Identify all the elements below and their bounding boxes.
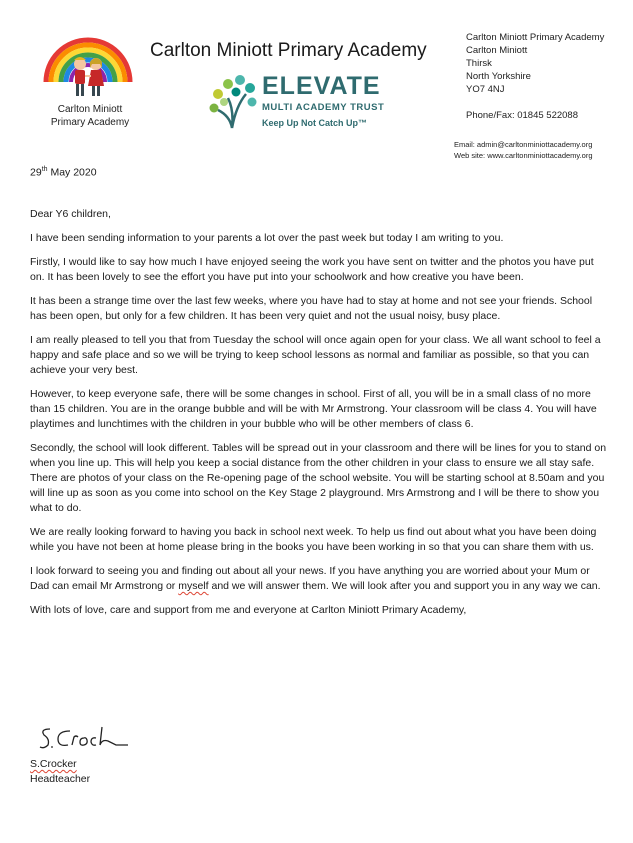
school-address (466, 31, 604, 96)
phone-fax: Phone/Fax: 01845 522088 (466, 110, 578, 121)
paragraph: I am really pleased to tell you that from Tuesday the school will once again open for your class. We all want school to feel a happy and safe place and so we will be trying to keep school lessons as normal and familiar as possible, so that you can achieve your very best. (30, 334, 601, 376)
logo-caption-line1: Carlton Miniott (57, 104, 123, 115)
paragraph: However, to keep everyone safe, there will be some changes in school. First of all, you will be in a small class of no more than 15 children. You are in the orange bubble and will be with Mr Armstrong. Your classroom will be class 4. You will have playtimes and lunchtimes with the children in your bubble who will be other members of class 6. (30, 388, 597, 430)
spellcheck-word: myself (178, 580, 209, 592)
paragraph: Secondly, the school will look different. Tables will be spread out in your classroom and there will be lines for you to stand on when you line up. This will help you keep a social distance from the other children in your class to ensure we all stay safe. There are photos of your class on the Re-opening page of the school website. You will be starting school at 8.50am and you will line up as soon as you come into school on the Key Stage 2 playground. Mrs Armstrong and I will be there to show you what to do. (30, 442, 607, 514)
address-line: Thirsk (466, 58, 492, 69)
paragraph: Firstly, I would like to say how much I have enjoyed seeing the work you have sent on twitter and the photos you have put on. It has been lovely to see the effort you have put into your schoolwork and how creative you have been. (30, 256, 594, 283)
closing: With lots of love, care and support from me and everyone at Carlton Miniott Primary Academy, (30, 604, 467, 616)
signer-role: Headteacher (30, 773, 91, 785)
salutation: Dear Y6 children, (30, 208, 111, 220)
school-title: Carlton Miniott Primary Academy (150, 40, 427, 61)
paragraph-part: I look forward to seeing you and finding out about all your news. If you have anything you are worried about your Mum or Dad can email Mr Armstrong or (30, 565, 590, 592)
school-logo (38, 22, 138, 102)
logo-caption (30, 103, 150, 129)
website-link[interactable]: Web site: www.carltonminiottacademy.org (454, 151, 593, 160)
trust-name: ELEVATE (262, 72, 381, 100)
email-link[interactable]: Email: admin@carltonminiottacademy.org (454, 140, 593, 149)
address-line: Carlton Miniott (466, 45, 528, 56)
date-month-year: May 2020 (47, 166, 97, 179)
date-suffix: th (41, 166, 48, 173)
trust-subtitle: MULTI ACADEMY TRUST (262, 102, 385, 113)
paragraph: It has been a strange time over the last few weeks, where you have had to stay at home and not see your friends. School has been open, but only for a few children. It has been very quiet and not the usual noisy, busy place. (30, 295, 593, 322)
trust-tagline: Keep Up Not Catch Up™ (262, 118, 368, 128)
letter-date (30, 166, 97, 179)
address-line: Carlton Miniott Primary Academy (466, 32, 605, 43)
date-day: 29 (30, 166, 42, 179)
handwritten-signature (36, 723, 136, 753)
contact-details (454, 139, 593, 161)
paragraph: I have been sending information to your parents a lot over the past week but today I am writing to you. (30, 232, 504, 244)
paragraph: We are really looking forward to having you back in school next week. To help us find out about what you have been doing while you have not been at home please bring in the books you have been working in so that you can share them with us. (30, 526, 597, 553)
signer-block (30, 757, 90, 787)
letter-body (30, 207, 610, 627)
logo-caption-line2: Primary Academy (50, 117, 130, 128)
signer-name: S.Crocker (30, 758, 77, 770)
address-line: North Yorkshire (466, 71, 531, 82)
address-line: YO7 4NJ (466, 84, 505, 95)
paragraph (30, 564, 610, 594)
paragraph-part: and we will answer them. We will look after you and support you in any way we can. (208, 580, 601, 592)
